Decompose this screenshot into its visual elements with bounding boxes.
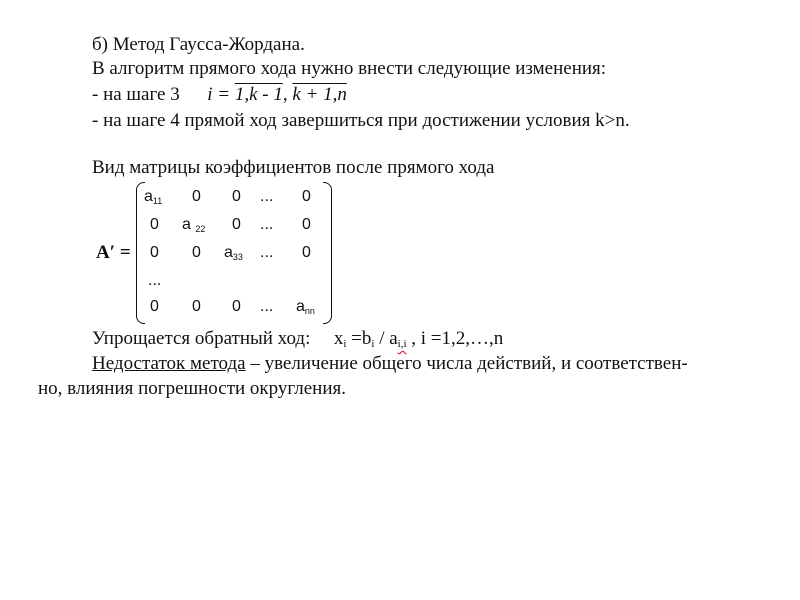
matrix-cell: 0	[192, 298, 201, 315]
formula-x: x	[333, 328, 344, 349]
coefficient-matrix	[136, 182, 332, 322]
matrix-cell: 0	[150, 244, 159, 261]
matrix-cell: 0	[302, 188, 311, 205]
matrix-cell-a11: $a_{11}$	[144, 188, 163, 206]
back-substitution-line	[92, 328, 503, 355]
matrix-cell: 0	[232, 298, 241, 315]
drawback-line-1	[92, 353, 688, 375]
right-bracket	[323, 182, 332, 324]
heading: б) Метод Гаусса-Жордана.	[92, 34, 305, 55]
matrix-cell: 0	[150, 216, 159, 233]
step4-line: - на шаге 4 прямой ход завершиться при достижении условия k>n.	[92, 110, 630, 131]
matrix-cell-ann: $a_{nn}$	[296, 298, 315, 316]
formula-x-sub: i	[343, 338, 347, 350]
formula-b-sub: i	[371, 338, 375, 350]
step3-line	[92, 84, 347, 106]
step3-comma: ,	[282, 84, 293, 105]
matrix-cell: 0	[232, 216, 241, 233]
matrix-cell: 0	[232, 188, 241, 205]
matrix-cell: 0	[150, 298, 159, 315]
step3-prefix: - на шаге 3	[92, 84, 180, 105]
matrix-cell: ...	[260, 298, 274, 315]
matrix-cell: ...	[148, 272, 162, 289]
back-label: Упрощается обратный ход:	[92, 328, 311, 349]
matrix-label: A′ =	[96, 242, 131, 263]
step3-range2: k + 1,n	[292, 84, 347, 105]
intro-text: В алгоритм прямого хода нужно внести следующие изменения:	[92, 58, 607, 79]
drawback-line-2: но, влияния погрешности округления.	[38, 378, 346, 399]
matrix-cell: 0	[302, 216, 311, 233]
matrix-cell-a22: a $_{22}$	[182, 216, 206, 234]
drawback-rest: – увеличение общего числа действий, и соответствен-	[245, 353, 688, 374]
step3-i-eq: i =	[207, 84, 235, 105]
formula-a-sub: i,i	[397, 338, 407, 350]
formula-range: , i =1,2,…,n	[406, 328, 504, 349]
matrix-caption: Вид матрицы коэффициентов после прямого хода	[92, 157, 495, 178]
matrix-cell: ...	[260, 216, 274, 233]
matrix-cell: 0	[192, 244, 201, 261]
matrix-cell: 0	[302, 244, 311, 261]
formula-eq-b: =b	[346, 328, 372, 349]
drawback-term: Недостаток метода	[92, 353, 246, 374]
matrix-cell: ...	[260, 244, 274, 261]
matrix-cell: ...	[260, 188, 274, 205]
step3-range1: 1,k - 1	[234, 84, 283, 105]
formula-slash-a: / a	[374, 328, 398, 349]
matrix-cell-a33: $a_{33}$	[224, 244, 243, 262]
matrix-cell: 0	[192, 188, 201, 205]
